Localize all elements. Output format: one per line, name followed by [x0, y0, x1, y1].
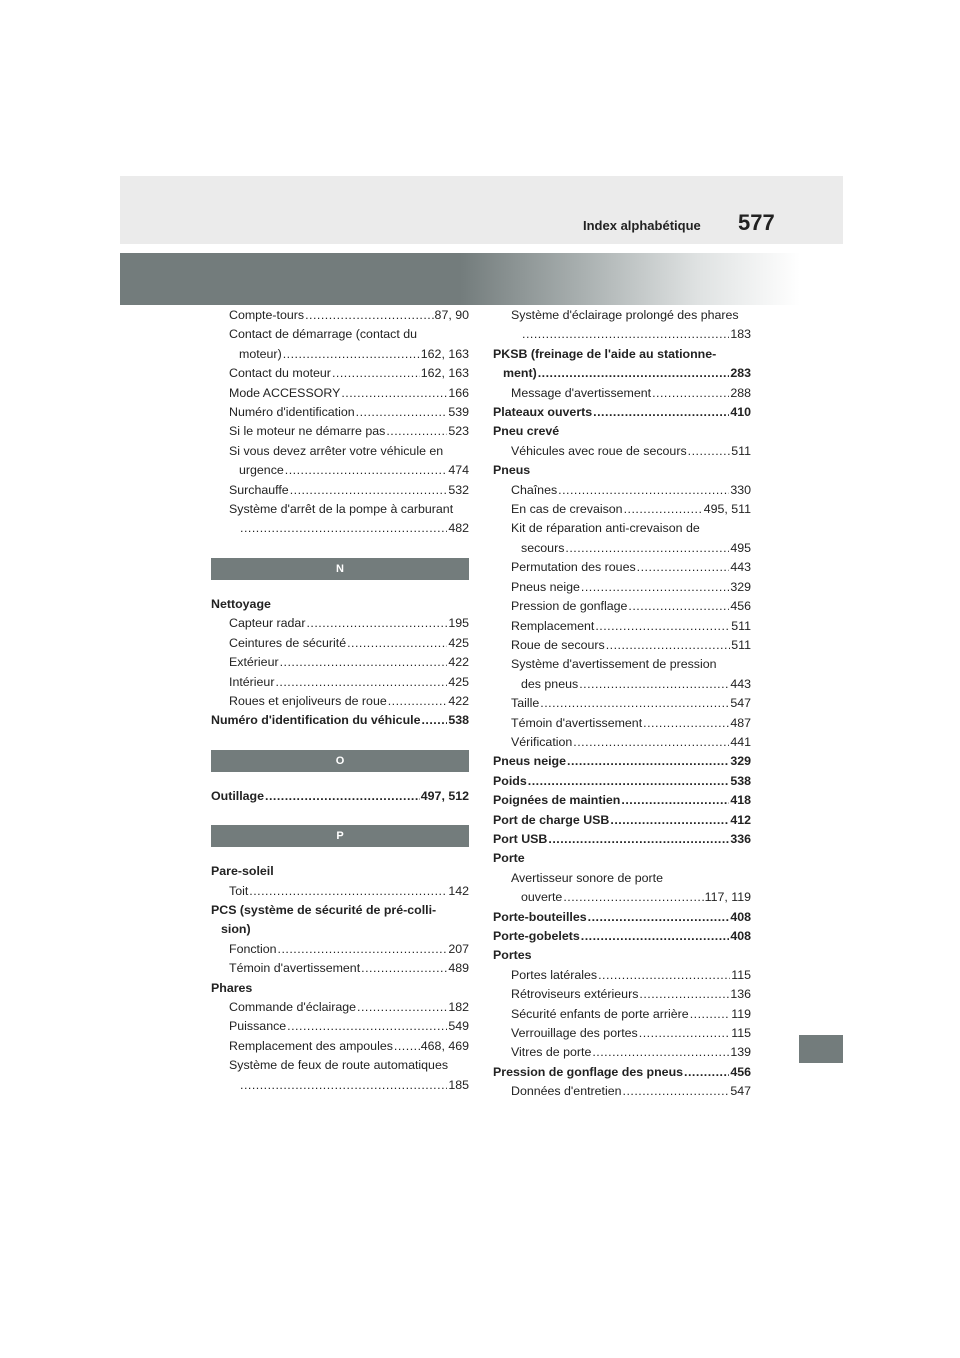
index-entry — [493, 558, 751, 577]
dot-leader — [610, 811, 729, 830]
entry-text: Si le moteur ne démarre pas — [229, 424, 386, 439]
entry-text: Système de feux de route automatiques — [229, 1058, 449, 1073]
entry-text: Kit de réparation anti-crevaison de — [511, 521, 700, 536]
entry-text: Porte-gobelets — [493, 929, 580, 943]
dot-leader — [341, 384, 447, 403]
page-reference: 207 — [448, 941, 469, 956]
entry-text-continued: urgence — [239, 463, 284, 478]
index-letter-header: P — [211, 825, 469, 847]
entry-text: Permutation des roues — [511, 560, 636, 575]
index-entry — [493, 733, 751, 752]
entry-text: Verrouillage des portes — [511, 1026, 638, 1041]
entry-text-continued: ouverte — [521, 890, 563, 905]
entry-text: Poids — [493, 773, 527, 788]
index-column-right — [493, 306, 751, 1102]
index-entry — [211, 325, 469, 364]
dot-leader — [240, 1076, 447, 1095]
dot-leader — [637, 558, 730, 577]
dot-leader — [394, 1037, 420, 1056]
entry-text: Pneus neige — [493, 754, 566, 769]
dot-leader — [356, 403, 448, 422]
page-reference: 329 — [730, 579, 751, 594]
index-entry — [211, 862, 469, 881]
page-reference: 456 — [730, 1064, 751, 1079]
entry-text: Roues et enjoliveurs de roue — [229, 693, 387, 708]
index-entry — [493, 617, 751, 636]
dot-leader — [386, 422, 447, 441]
entry-text: Phares — [211, 980, 253, 995]
entry-text: Message d'avertissement — [511, 385, 652, 400]
page-reference: 474 — [448, 463, 469, 478]
dot-leader — [421, 711, 447, 730]
page-reference: 489 — [448, 961, 469, 976]
dot-leader — [567, 752, 729, 771]
dot-leader — [621, 791, 729, 810]
index-entry — [493, 714, 751, 733]
entry-text: Pression de gonflage des pneus — [493, 1064, 684, 1079]
index-entry — [211, 882, 469, 901]
index-entry — [493, 384, 751, 403]
page-reference: 523 — [448, 424, 469, 439]
page-reference: 115 — [731, 967, 751, 982]
index-entry — [211, 1017, 469, 1036]
entry-text: Nettoyage — [211, 596, 271, 611]
index-entry — [493, 442, 751, 461]
page-reference: 441 — [730, 734, 751, 749]
dot-leader — [684, 1063, 729, 1082]
page-reference: 410 — [730, 405, 751, 420]
dot-leader — [581, 578, 729, 597]
dot-leader — [240, 519, 447, 538]
dot-leader — [588, 908, 730, 927]
entry-text: Avertisseur sonore de porte — [511, 870, 663, 885]
dot-leader — [639, 1024, 730, 1043]
page-reference: 185 — [448, 1077, 469, 1092]
entry-text: Port de charge USB — [493, 812, 610, 827]
page-reference: 495 — [730, 540, 751, 555]
page-reference: 329 — [730, 754, 751, 769]
page-reference: 162, 163 — [420, 346, 469, 361]
dot-leader — [278, 940, 448, 959]
dot-leader — [357, 998, 447, 1017]
index-entry — [211, 306, 469, 325]
page-reference: 547 — [730, 1084, 751, 1099]
dot-leader — [332, 364, 420, 383]
entry-text: Si vous devez arrêter votre véhicule en — [229, 443, 444, 458]
dot-leader — [305, 306, 433, 325]
entry-text: Commande d'éclairage — [229, 999, 357, 1014]
index-entry — [493, 985, 751, 1004]
index-entry — [211, 422, 469, 441]
dot-leader — [306, 614, 447, 633]
page-reference: 547 — [730, 696, 751, 711]
page-reference: 443 — [730, 560, 751, 575]
index-entry — [211, 653, 469, 672]
dot-leader — [522, 325, 729, 344]
index-entry — [211, 692, 469, 711]
page-reference: 482 — [448, 521, 469, 536]
dot-leader — [598, 966, 730, 985]
page-number: 577 — [738, 210, 775, 235]
dot-leader — [287, 1017, 447, 1036]
page-reference: 182 — [448, 999, 469, 1014]
index-entry — [493, 519, 751, 558]
entry-text-continued: ment) — [503, 366, 537, 381]
index-entry — [493, 481, 751, 500]
page-reference: 538 — [730, 773, 751, 788]
entry-text-continued: secours — [521, 540, 565, 555]
dot-leader — [579, 675, 729, 694]
page-reference: 136 — [730, 987, 751, 1002]
index-entry — [211, 614, 469, 633]
entry-text: Chaînes — [511, 482, 558, 497]
page-reference: 330 — [730, 482, 751, 497]
index-entry — [493, 461, 751, 480]
page-reference: 183 — [730, 327, 751, 342]
index-entry — [211, 901, 469, 940]
index-entry — [493, 869, 751, 908]
page-reference: 425 — [448, 674, 469, 689]
entry-text: Pneu crevé — [493, 424, 560, 439]
page-reference: 511 — [731, 637, 751, 652]
page-reference: 532 — [448, 482, 469, 497]
index-entry — [493, 908, 751, 927]
index-entry — [211, 442, 469, 481]
index-entry — [211, 959, 469, 978]
index-entry — [211, 998, 469, 1017]
entry-text: Véhicules avec roue de secours — [511, 443, 687, 458]
page-reference: 487 — [730, 715, 751, 730]
entry-text: Roue de secours — [511, 637, 605, 652]
entry-text: Numéro d'identification — [229, 405, 355, 420]
index-entry — [211, 940, 469, 959]
index-entry — [493, 1024, 751, 1043]
index-entry — [493, 345, 751, 384]
dot-leader — [538, 364, 730, 383]
page-reference: 195 — [448, 616, 469, 631]
entry-text: Portes latérales — [511, 967, 598, 982]
page-reference: 288 — [730, 385, 751, 400]
side-thumb-tab — [799, 1035, 843, 1063]
index-entry — [211, 634, 469, 653]
entry-text: Pneus — [493, 463, 531, 478]
index-entry — [493, 811, 751, 830]
index-entry — [211, 711, 469, 730]
page-reference: 408 — [730, 909, 751, 924]
entry-text: Surchauffe — [229, 482, 289, 497]
index-entry — [493, 306, 751, 345]
entry-text: Contact de démarrage (contact du — [229, 327, 418, 342]
entry-text: Numéro d'identification du véhicule — [211, 713, 421, 728]
page-reference: 539 — [448, 405, 469, 420]
entry-text: Ceintures de sécurité — [229, 635, 347, 650]
entry-text: Taille — [511, 696, 540, 711]
dot-leader — [563, 888, 703, 907]
page-reference: 418 — [730, 793, 751, 808]
index-column-left — [211, 306, 469, 1095]
dot-leader — [652, 384, 729, 403]
page-reference: 139 — [730, 1045, 751, 1060]
index-entry — [211, 673, 469, 692]
index-entry — [211, 364, 469, 383]
index-entry — [493, 946, 751, 965]
entry-text-continued: moteur) — [239, 346, 282, 361]
dot-leader — [623, 1082, 730, 1101]
dot-leader — [265, 787, 420, 806]
dot-leader — [280, 653, 448, 672]
index-entry — [211, 979, 469, 998]
entry-text: Rétroviseurs extérieurs — [511, 987, 639, 1002]
page-reference: 408 — [730, 929, 751, 943]
dot-leader — [593, 403, 729, 422]
dot-leader — [249, 882, 447, 901]
index-letter-header: O — [211, 750, 469, 772]
dot-leader — [361, 959, 447, 978]
decorative-gradient-band — [120, 253, 800, 305]
page-reference: 456 — [730, 599, 751, 614]
index-entry — [493, 791, 751, 810]
index-entry — [211, 500, 469, 539]
entry-text: Toit — [229, 883, 249, 898]
entry-text-continued: des pneus — [521, 676, 579, 691]
dot-leader — [690, 1005, 731, 1024]
index-letter-header: N — [211, 558, 469, 580]
index-entry — [493, 655, 751, 694]
index-entry — [493, 966, 751, 985]
page-reference: 425 — [448, 635, 469, 650]
entry-text: Vérification — [511, 734, 573, 749]
dot-leader — [592, 1043, 729, 1062]
dot-leader — [643, 714, 729, 733]
entry-text: En cas de crevaison — [511, 502, 623, 517]
dot-leader — [628, 597, 729, 616]
index-entry — [493, 830, 751, 849]
index-entry — [493, 578, 751, 597]
index-entry — [493, 422, 751, 441]
page-reference: 412 — [730, 812, 751, 827]
page-reference: 497, 512 — [420, 788, 469, 803]
index-entry — [211, 403, 469, 422]
entry-text: Pneus neige — [511, 579, 580, 594]
page-reference: 283 — [730, 366, 751, 381]
page-reference: 443 — [730, 676, 751, 691]
entry-text: PCS (système de sécurité de pré-colli- — [211, 902, 437, 917]
index-entry — [493, 403, 751, 422]
dot-leader — [558, 481, 729, 500]
dot-leader — [565, 539, 729, 558]
dot-leader — [595, 617, 730, 636]
dot-leader — [581, 927, 730, 946]
dot-leader — [606, 636, 731, 655]
page-reference: 115 — [731, 1026, 751, 1041]
entry-text: Témoin d'avertissement — [511, 715, 643, 730]
entry-text: Porte — [493, 851, 525, 866]
index-entry — [493, 772, 751, 791]
page-reference: 468, 469 — [420, 1038, 469, 1053]
index-entry — [493, 1043, 751, 1062]
page-reference: 336 — [730, 831, 751, 846]
index-entry — [493, 927, 751, 946]
page-reference: 495, 511 — [703, 502, 751, 517]
dot-leader — [540, 694, 729, 713]
page-reference: 162, 163 — [420, 366, 469, 381]
index-entry — [211, 595, 469, 614]
entry-text: Contact du moteur — [229, 366, 331, 381]
index-entry — [493, 1063, 751, 1082]
section-title: Index alphabétique — [583, 218, 701, 233]
entry-text: Mode ACCESSORY — [229, 385, 341, 400]
index-entry — [493, 849, 751, 868]
index-entry — [211, 384, 469, 403]
dot-leader — [283, 345, 420, 364]
page-reference: 549 — [448, 1019, 469, 1034]
entry-text: Système d'avertissement de pression — [511, 657, 717, 672]
dot-leader — [573, 733, 729, 752]
page-reference: 117, 119 — [704, 890, 751, 905]
dot-leader — [347, 634, 447, 653]
entry-text: Pression de gonflage — [511, 599, 628, 614]
entry-text: Plateaux ouverts — [493, 405, 593, 420]
index-entry — [493, 636, 751, 655]
index-entry — [493, 597, 751, 616]
entry-text: Témoin d'avertissement — [229, 961, 361, 976]
dot-leader — [624, 500, 703, 519]
index-entry — [211, 1056, 469, 1095]
entry-text: Fonction — [229, 941, 277, 956]
dot-leader — [290, 481, 448, 500]
dot-leader — [688, 442, 731, 461]
page-reference: 422 — [448, 655, 469, 670]
entry-text: Compte-tours — [229, 308, 305, 322]
entry-text: PKSB (freinage de l'aide au stationne- — [493, 346, 717, 361]
dot-leader — [639, 985, 729, 1004]
index-entry — [493, 752, 751, 771]
index-entry — [493, 694, 751, 713]
index-entry — [493, 500, 751, 519]
entry-text: Intérieur — [229, 674, 275, 689]
dot-leader — [285, 461, 448, 480]
page-reference: 87, 90 — [434, 308, 469, 322]
entry-text: Remplacement des ampoules — [229, 1038, 393, 1053]
index-entry — [211, 481, 469, 500]
entry-text: Porte-bouteilles — [493, 909, 587, 924]
dot-leader — [528, 772, 730, 791]
page-reference: 538 — [448, 713, 469, 728]
entry-text: Données d'entretien — [511, 1084, 622, 1099]
index-entry — [211, 787, 469, 806]
dot-leader — [548, 830, 729, 849]
page-reference: 511 — [731, 618, 751, 633]
page-reference: 119 — [731, 1006, 751, 1021]
entry-text: Extérieur — [229, 655, 279, 670]
page-reference: 511 — [731, 443, 751, 458]
index-entry — [493, 1005, 751, 1024]
entry-text: Remplacement — [511, 618, 595, 633]
entry-text: Sécurité enfants de porte arrière — [511, 1006, 689, 1021]
entry-text: Système d'arrêt de la pompe à carburant — [229, 502, 454, 517]
entry-text: Poignées de maintien — [493, 793, 621, 808]
dot-leader — [388, 692, 448, 711]
entry-text: Vitres de porte — [511, 1045, 592, 1060]
index-entry — [211, 1037, 469, 1056]
entry-text-continued: sion) — [221, 922, 251, 937]
entry-text: Pare-soleil — [211, 864, 274, 879]
entry-text: Système d'éclairage prolongé des phares — [511, 308, 739, 322]
header-band — [120, 176, 843, 244]
page-reference: 422 — [448, 693, 469, 708]
entry-text: Puissance — [229, 1019, 287, 1034]
entry-text: Port USB — [493, 831, 548, 846]
entry-text: Outillage — [211, 788, 265, 803]
dot-leader — [275, 673, 447, 692]
index-entry — [493, 1082, 751, 1101]
page-reference: 166 — [448, 385, 469, 400]
entry-text: Portes — [493, 948, 532, 963]
page-reference: 142 — [448, 883, 469, 898]
entry-text: Capteur radar — [229, 616, 306, 631]
